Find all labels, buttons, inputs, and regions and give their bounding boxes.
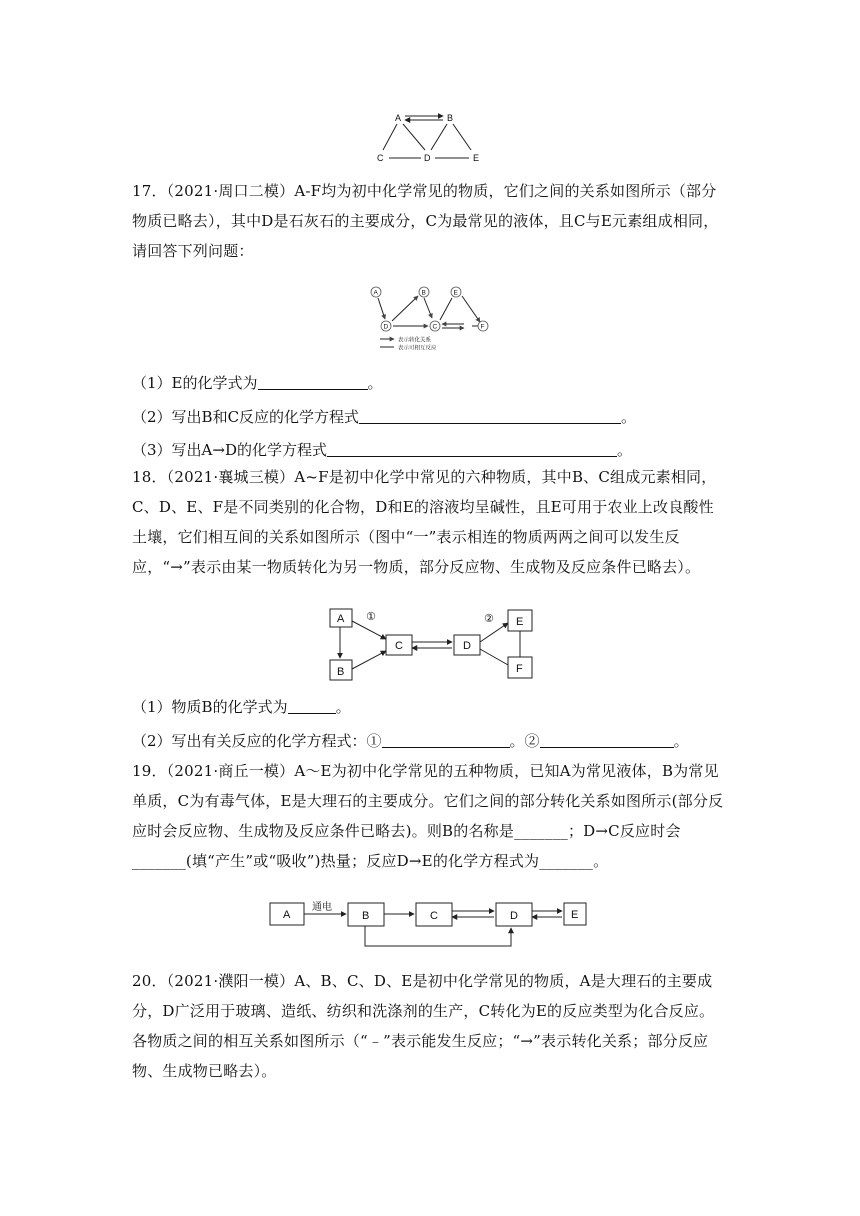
q17-answer-blank-2[interactable] [359, 408, 621, 424]
q17-sub2-label: （2）写出B和C反应的化学方程式 [132, 408, 360, 426]
q19-arrow-label: 通电 [312, 902, 332, 913]
diagram-q17 [368, 284, 498, 354]
q19-node-a: A [283, 909, 291, 921]
diagram-top [375, 110, 485, 162]
q17-node-f: F [480, 323, 485, 331]
q17-sub3-end: 。 [616, 441, 632, 459]
q17-sub3 [132, 439, 632, 460]
q18-sub1 [132, 696, 351, 717]
diagram-q18 [328, 607, 548, 683]
q17-node-e: E [453, 289, 458, 297]
q18-sub1-end: 。 [335, 698, 351, 716]
q17-sub2-end: 。 [621, 408, 637, 426]
q18-sub1-label: （1）物质B的化学式为 [132, 698, 288, 716]
q18-answer-blank-1[interactable] [288, 698, 336, 714]
q19-stem: 19．（2021·商丘一模）A～E为初中化学常见的五种物质，已知A为常见液体，B为常见单质，C为有毒气体，E是大理石的主要成分。它们之间的部分转化关系如图所示(部分反应时会反应物、生成物及反应条件已略去)。则B的名称是_______；D→C反应时会_______(填“产生”或“吸收”)热量；反应D→E的化学方程式为_______。 [132, 762, 724, 870]
q18-sub2-label: （2）写出有关反应的化学方程式：① [132, 732, 382, 750]
top-node-d: D [424, 153, 431, 163]
q17-node-c: C [432, 323, 438, 331]
q19-node-e: E [571, 909, 579, 921]
q17-sub1 [132, 372, 383, 393]
q18-node-f: F [516, 663, 523, 675]
q18-node-c: C [395, 640, 403, 652]
q18-edges [340, 621, 520, 669]
q17-legend-convert: 表示转化关系 [398, 337, 432, 344]
q17-node-a: A [373, 289, 378, 297]
q19-node-c: C [430, 910, 438, 922]
q17-legend-react: 表示可相互反应 [398, 345, 437, 352]
q18-stem: 18．（2021·襄城三模）A~F是初中化学中常见的六种物质，其中B、C组成元素相同，C、D、E、F是不同类别的化合物，D和E的溶液均呈碱性，且E可用于农业上改良酸性土壤，它们相互间的关系如图所示（图中“一”表示相连的物质两两之间可以发生反应，“→”表示由某一物质转化为另一物质，部分反应物、生成物及反应条件已略去）。 [132, 468, 717, 576]
q17-sub1-end: 。 [367, 374, 383, 392]
q18-answer-blank-2[interactable] [382, 732, 510, 748]
diagram-q19 [268, 900, 588, 950]
q18-node-d: D [463, 640, 471, 652]
q19-node-d: D [510, 910, 518, 922]
q17-edges [378, 296, 480, 328]
q19-node-b: B [362, 910, 370, 922]
q18-mark-2: ② [484, 613, 494, 625]
q18-sub2-mid: 。② [509, 732, 540, 750]
top-node-e: E [473, 153, 480, 163]
q17-node-b: B [421, 289, 426, 297]
q20-stem: 20．（2021·濮阳一模）A、B、C、D、E是初中化学常见的物质，A是大理石的主要成分，D广泛用于玻璃、造纸、纺织和洗涤剂的生产，C转化为E的反应类型为化合反应。各物质之间的相互关系如图所示（“﹣”表示能发生反应；“→”表示转化关系；部分反应物、生成物已略去）。 [132, 972, 715, 1080]
q17-node-d: D [383, 323, 389, 331]
q17-answer-blank-3[interactable] [327, 441, 617, 457]
q18-mark-1: ① [366, 611, 376, 623]
q18-answer-blank-3[interactable] [540, 732, 674, 748]
q17-sub3-label: （3）写出A→D的化学方程式 [132, 441, 327, 459]
top-node-b: B [447, 113, 454, 123]
q18-node-a: A [337, 613, 345, 625]
q17-answer-blank-1[interactable] [258, 374, 368, 390]
q17-sub1-label: （1）E的化学式为 [132, 374, 258, 392]
q18-node-b: B [337, 666, 345, 678]
q18-node-e: E [516, 616, 524, 628]
top-node-a: A [395, 113, 402, 123]
top-node-c: C [377, 153, 384, 163]
q17-stem: 17．（2021·周口二模）A-F均为初中化学常见的物质，它们之间的关系如图所示（部分物质已略去），其中D是石灰石的主要成分，C为最常见的液体，且C与E元素组成相同，请回答下列问题： [132, 182, 719, 260]
q17-sub2 [132, 406, 636, 427]
q18-sub2-end: 。 [673, 732, 689, 750]
q18-sub2 [132, 730, 689, 751]
